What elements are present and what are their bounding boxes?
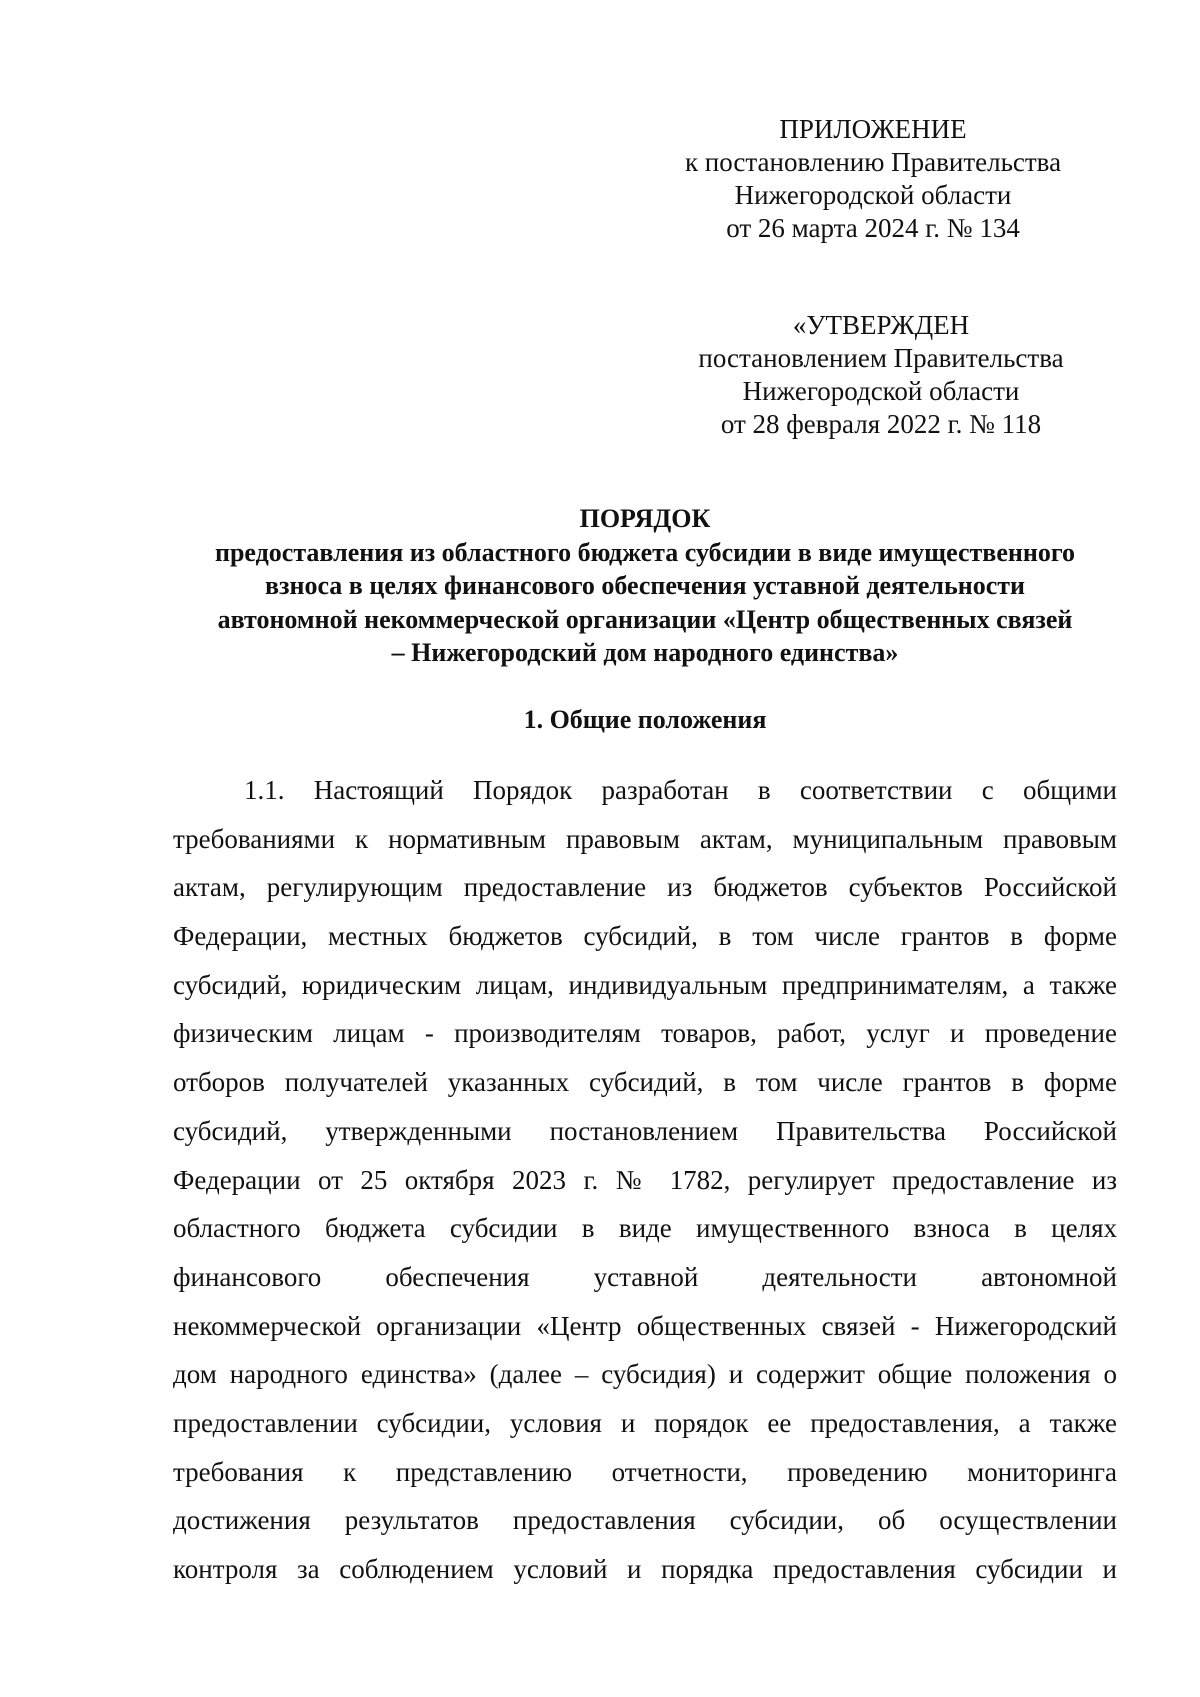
appendix-stamp bbox=[658, 113, 1088, 245]
approval-stamp-line: от 28 февраля 2022 г. № 118 bbox=[720, 409, 1042, 439]
paragraph-line: контроля за соблюдением условий и порядка предоставления субсидии и bbox=[173, 1554, 1117, 1584]
paragraph-line: областного бюджета субсидии в виде имущественного взноса в целях bbox=[173, 1213, 1117, 1244]
approval-stamp-line: Нижегородской области bbox=[742, 376, 1020, 406]
title-subtitle-line: взноса в целях финансового обеспечения уставной деятельности bbox=[264, 571, 1026, 600]
paragraph-1-1 bbox=[173, 766, 1117, 1594]
title-subtitle-line: – Нижегородский дом народного единства» bbox=[391, 638, 899, 667]
approval-stamp-line: постановлением Правительства bbox=[698, 343, 1064, 373]
title-heading: ПОРЯДОК bbox=[579, 504, 711, 533]
paragraph-line: физическим лицам - производителям товаров, работ, услуг и проведение bbox=[173, 1018, 1117, 1049]
paragraph-line: достижения результатов предоставления субсидии, об осуществлении bbox=[173, 1505, 1117, 1536]
approval-stamp bbox=[666, 309, 1096, 441]
title-subtitle-line: предоставления из областного бюджета субсидии в виде имущественного bbox=[214, 537, 1076, 567]
paragraph-line: субсидий, утвержденными постановлением Правительства Российской bbox=[173, 1115, 1117, 1146]
appendix-stamp-line: Нижегородской области bbox=[734, 180, 1012, 210]
paragraph-line: Федерации от 25 октября 2023 г. № 1782, регулирует предоставление из bbox=[173, 1164, 1117, 1195]
paragraph-line: требованиями к нормативным правовым актам, муниципальным правовым bbox=[173, 823, 1117, 854]
document-title bbox=[150, 502, 1140, 670]
appendix-stamp-line: ПРИЛОЖЕНИЕ bbox=[779, 114, 967, 144]
paragraph-line: субсидий, юридическим лицам, индивидуальным предпринимателям, а также bbox=[173, 969, 1117, 1000]
section-heading: 1. Общие положения bbox=[523, 705, 767, 734]
paragraph-line: некоммерческой организации «Центр общественных связей - Нижегородский bbox=[173, 1310, 1117, 1341]
paragraph-line: Федерации, местных бюджетов субсидий, в том числе грантов в форме bbox=[173, 921, 1117, 952]
title-subtitle-line: автономной некоммерческой организации «Центр общественных связей bbox=[217, 604, 1073, 634]
paragraph-line: отборов получателей указанных субсидий, в том числе грантов в форме bbox=[173, 1067, 1117, 1098]
paragraph-line: актам, регулирующим предоставление из бюджетов субъектов Российской bbox=[173, 872, 1117, 903]
appendix-stamp-line: от 26 марта 2024 г. № 134 bbox=[726, 213, 1020, 243]
approval-stamp-line: «УТВЕРЖДЕН bbox=[792, 310, 970, 340]
paragraph-line: финансового обеспечения уставной деятельности автономной bbox=[173, 1261, 1117, 1292]
paragraph-line: предоставлении субсидии, условия и порядок ее предоставления, а также bbox=[173, 1407, 1117, 1438]
appendix-stamp-line: к постановлению Правительства bbox=[684, 147, 1062, 177]
paragraph-line: требования к представлению отчетности, проведению мониторинга bbox=[173, 1456, 1117, 1487]
paragraph-line: 1.1. Настоящий Порядок разработан в соответствии с общими bbox=[244, 775, 1117, 805]
paragraph-line: дом народного единства» (далее – субсидия) и содержит общие положения о bbox=[173, 1359, 1117, 1390]
